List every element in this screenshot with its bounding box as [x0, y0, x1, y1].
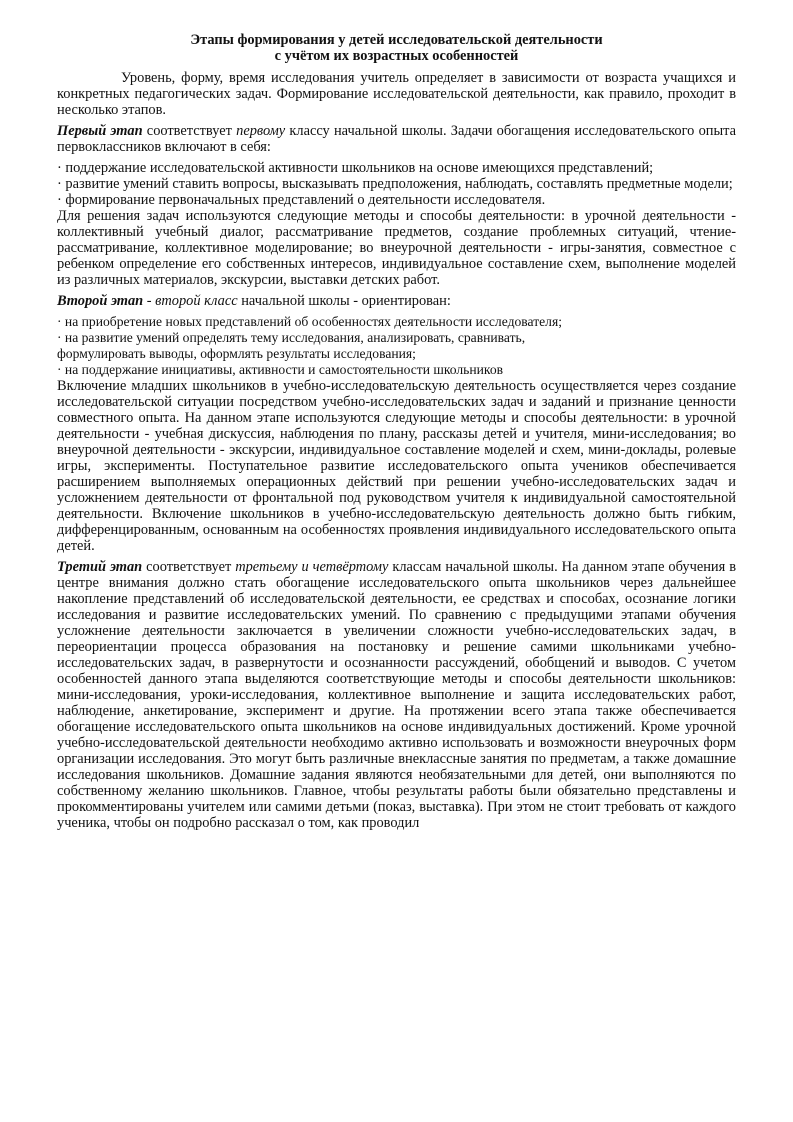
stage3-paragraph: [57, 559, 736, 831]
stage1-class-word: первому: [236, 123, 286, 139]
stage2-item-3: формулировать выводы, оформлять результаты исследования;: [57, 346, 416, 361]
stage1-item-3: · формирование первоначальных представлений о деятельности исследователя.: [57, 192, 546, 208]
stage3-text-a: соответствует: [142, 559, 236, 575]
stage2-label: Второй этап: [57, 293, 144, 309]
title-line-2: с учётом их возрастных особенностей: [274, 48, 519, 64]
intro-paragraph: Уровень, форму, время исследования учитель определяет в зависимости от возраста учащихся и конкретных педагогических задач. Формирование исследовательской деятельности, как правило, проходит в несколько этапов.: [57, 70, 736, 118]
stage2-sep: -: [143, 293, 156, 309]
stage1-item-2: · развитие умений ставить вопросы, высказывать предположения, наблюдать, составлять предметные модели;: [57, 176, 733, 192]
stage1-text-b: классу начальной школы. Задачи обогащения исследовательского опыта первоклассников включают в себя:: [57, 123, 737, 155]
stage2-body: Включение младших школьников в учебно-исследовательскую деятельность осуществляется через создание исследовательской ситуации посредством учебно-исследовательских задач и заданий и признание ценности совместного опыта. На данном этапе используются следующие методы и способы деятельности: в урочной деятельности - учебная дискуссия, наблюдения по плану, рассказы детей и учителя, мини-исследования; во внеурочной деятельности - экскурсии, индивидуальное составление моделей и схем, мини-доклады, ролевые игры, эксперименты. Поступательное развитие исследовательского опыта учеников обеспечивается расширением выполняемых операционных действий при решении учебно-исследовательских задач и усложнением деятельности от фронтальной под руководством учителя к индивидуальной самостоятельной деятельности. Включение школьников в учебно-исследовательскую деятельность должно быть гибким, дифференцированным, основанным на особенностях проявления индивидуального исследовательского опыта детей.: [57, 378, 736, 554]
document-body: [57, 70, 736, 831]
stage2-item-1: · на приобретение новых представлений об особенностях деятельности исследователя;: [57, 314, 562, 329]
stage1-label: Первый этап: [57, 123, 143, 139]
title-line-1: Этапы формирования у детей исследовательской деятельности: [190, 32, 603, 48]
stage1-heading-paragraph: [57, 123, 736, 155]
stage2-item-2: · на развитие умений определять тему исследования, анализировать, сравнивать,: [57, 330, 526, 345]
stage3-label: Третий этап: [57, 559, 143, 575]
stage3-class-word: третьему и четвёртому: [235, 559, 389, 575]
page-title: [0, 32, 793, 64]
stage2-text-b: начальной школы - ориентирован:: [237, 293, 451, 309]
stage2-heading-paragraph: [57, 293, 736, 309]
stage1-text-a: соответствует: [142, 123, 237, 139]
stage2-item-4: · на поддержание инициативы, активности и самостоятельности школьников: [57, 362, 504, 377]
stage3-text-b: классам начальной школы. На данном этапе обучения в центре внимания должно стать обогащение исследовательского опыта школьников через дальнейшее накопление представлений об исследовательской деятельности, ее средствах и способах, осознание логики исследования и развитие исследовательских умений. По сравнению с предыдущими этапами обучения усложнение деятельности заключается в увеличении сложности учебно-исследовательских задач, в переориентации процесса образования на постановку и решение самими школьниками учебно-исследовательских задач, в развернутости и осознанности рассуждений, обобщений и выводов. С учетом особенностей данного этапа выделяются соответствующие методы и способы деятельности школьников: мини-исследования, уроки-исследования, коллективное выполнение и защита исследовательских работ, наблюдение, анкетирование, эксперимент и другие. На протяжении всего этапа также обеспечивается обогащение исследовательского опыта школьников на основе индивидуальных достижений. Кроме урочной учебно-исследовательской деятельности необходимо активно использовать и возможности внеурочных форм организации исследования. Это могут быть различные внеклассные занятия по предметам, а также домашние исследования школьников. Домашние задания являются необязательными для детей, они выполняются по собственному желанию школьников. Главное, чтобы результаты работы были обязательно представлены и прокомментированы учителем или самими детьми (показ, выставка). При этом не стоит требовать от каждого ученика, чтобы он подробно рассказал о том, как проводил: [57, 559, 736, 831]
stage1-item-1: · поддержание исследовательской активности школьников на основе имеющихся представлений;: [57, 160, 654, 176]
stage1-methods: Для решения задач используются следующие методы и способы деятельности: в урочной деятельности - коллективный учебный диалог, рассматривание предметов, создание проблемных ситуаций, чтение-рассматривание, коллективное моделирование; во внеурочной деятельности - игры-занятия, совместное с ребенком определение его собственных интересов, индивидуальное составление схем, выполнение моделей из различных материалов, экскурсии, выставки детских работ.: [57, 208, 736, 288]
stage2-class-word: второй класс: [155, 293, 238, 309]
